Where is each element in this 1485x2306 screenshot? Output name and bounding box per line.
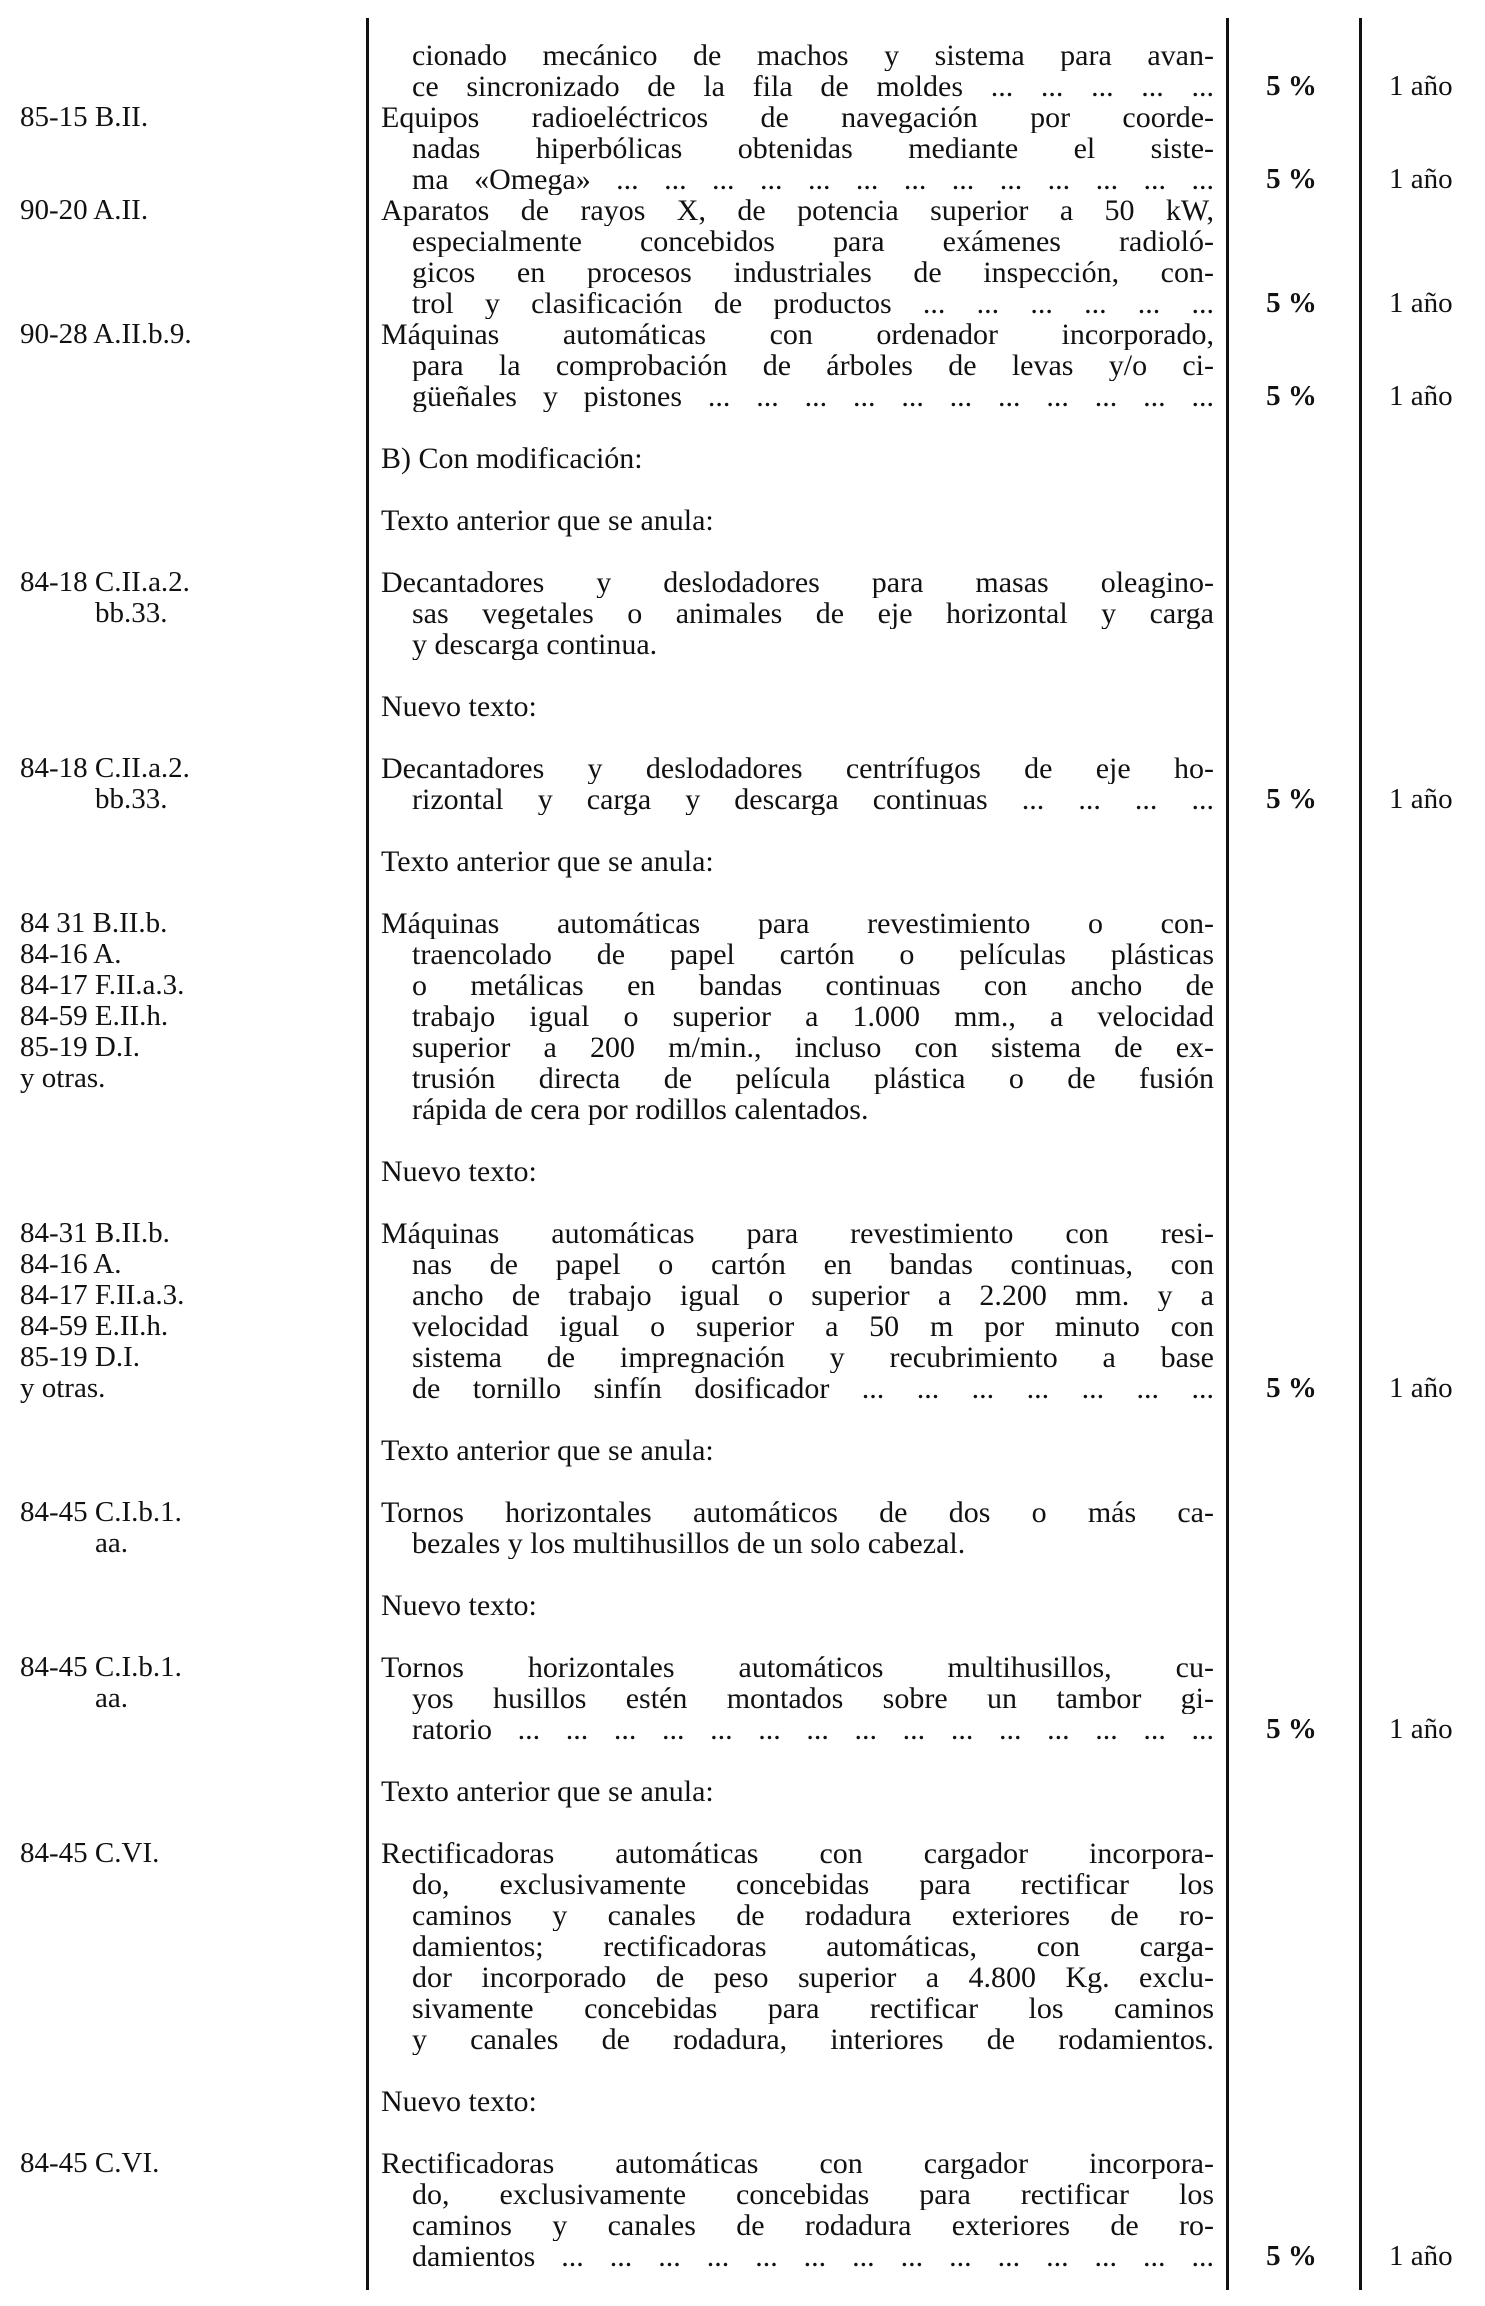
description <box>366 40 1214 102</box>
description-line: do, exclusivamente concebidas para rectificar los <box>412 1869 1214 1900</box>
tariff-code: 84-45 C.I.b.1. <box>20 1496 182 1528</box>
tariff-code: 85-19 D.I. <box>20 1341 141 1373</box>
description <box>366 443 1214 474</box>
description-line: damientos ... ... ... ... ... ... ... ... ... ... ... ... ... ... <box>412 2241 1214 2272</box>
section-heading-row <box>0 505 1485 536</box>
section-heading: Texto anterior que se anula: <box>381 1775 714 1808</box>
tariff-codes <box>0 1776 366 1807</box>
description <box>366 1435 1214 1466</box>
tariff-codes <box>0 1156 366 1187</box>
description-line: Tornos horizontales automáticos de dos o más ca- <box>381 1497 1214 1528</box>
duty-rate: 5 % <box>1266 380 1317 412</box>
description-line: superior a 200 m/min., incluso con sistema de ex- <box>412 1032 1214 1063</box>
description-line: caminos y canales de rodadura exteriores de ro- <box>412 2210 1214 2241</box>
description-line: Decantadores y deslodadores para masas oleagino- <box>381 567 1214 598</box>
duty-rate: 5 % <box>1266 1372 1317 1404</box>
description <box>366 1838 1214 2055</box>
tariff-code: bb.33. <box>95 597 168 629</box>
tariff-codes <box>0 1218 366 1404</box>
duty-rate: 5 % <box>1266 287 1317 319</box>
section-heading: Nuevo texto: <box>381 690 537 723</box>
tariff-code: 90-20 A.II. <box>20 194 149 226</box>
description-line: Decantadores y deslodadores centrífugos de eje ho- <box>381 753 1214 784</box>
validity-term: 1 año <box>1389 380 1453 412</box>
tariff-code: 84-59 E.II.h. <box>20 1000 169 1032</box>
description-line: güeñales y pistones ... ... ... ... ... ... ... ... ... ... ... <box>412 381 1214 412</box>
description-line: yos husillos estén montados sobre un tambor gi- <box>412 1683 1214 1714</box>
description-line: Máquinas automáticas con ordenador incorporado, <box>381 319 1214 350</box>
tariff-codes <box>0 691 366 722</box>
description-line: ce sincronizado de la fila de moldes ... ... ... ... ... <box>412 71 1214 102</box>
tariff-codes <box>0 505 366 536</box>
description-line: y canales de rodadura, interiores de rodamientos. <box>412 2024 1214 2055</box>
tariff-code: bb.33. <box>95 783 168 815</box>
description <box>366 102 1214 195</box>
tariff-codes <box>0 1497 366 1559</box>
description <box>366 1652 1214 1745</box>
tariff-codes <box>0 2148 366 2272</box>
description-line: caminos y canales de rodadura exteriores de ro- <box>412 1900 1214 1931</box>
duty-rate: 5 % <box>1266 163 1317 195</box>
description-line: dor incorporado de peso superior a 4.800 Kg. exclu- <box>412 1962 1214 1993</box>
table-row <box>0 1652 1485 1745</box>
tariff-code: 84-31 B.II.b. <box>20 1217 170 1249</box>
tariff-codes <box>0 40 366 102</box>
description-line: y descarga continua. <box>412 629 658 660</box>
tariff-code: 84-16 A. <box>20 938 122 970</box>
table-row <box>0 40 1485 102</box>
tariff-codes <box>0 846 366 877</box>
description-line: sivamente concebidas para rectificar los caminos <box>412 1993 1214 2024</box>
description-line: Rectificadoras automáticas con cargador incorpora- <box>381 2148 1214 2179</box>
section-heading-row <box>0 846 1485 877</box>
description-line: Rectificadoras automáticas con cargador incorpora- <box>381 1838 1214 1869</box>
description-line: velocidad igual o superior a 50 m por minuto con <box>412 1311 1214 1342</box>
description-line: trol y clasificación de productos ... ... ... ... ... ... <box>412 288 1214 319</box>
section-heading: Nuevo texto: <box>381 1155 537 1188</box>
tariff-codes <box>0 1652 366 1745</box>
description <box>366 1590 1214 1621</box>
description-line: ma «Omega» ... ... ... ... ... ... ... ... ... ... ... ... ... <box>412 164 1214 195</box>
description <box>366 567 1214 660</box>
description <box>366 846 1214 877</box>
description <box>366 1497 1214 1559</box>
description-line: traencolado de papel cartón o películas plásticas <box>412 939 1214 970</box>
section-heading-row <box>0 1435 1485 1466</box>
duty-rate: 5 % <box>1266 2240 1317 2272</box>
duty-rate: 5 % <box>1266 1713 1317 1745</box>
tariff-code: 84-16 A. <box>20 1248 122 1280</box>
description-line: para la comprobación de árboles de levas y/o ci- <box>412 350 1214 381</box>
tariff-code: 85-15 B.II. <box>20 101 149 133</box>
description-line: sas vegetales o animales de eje horizontal y carga <box>412 598 1214 629</box>
description-line: gicos en procesos industriales de inspección, con- <box>412 257 1214 288</box>
description-line: bezales y los multihusillos de un solo cabezal. <box>412 1528 966 1559</box>
description-line: rizontal y carga y descarga continuas ... ... ... ... <box>412 784 1214 815</box>
tariff-code: aa. <box>95 1527 128 1559</box>
description-line: trabajo igual o superior a 1.000 mm., a velocidad <box>412 1001 1214 1032</box>
section-heading-row <box>0 1156 1485 1187</box>
tariff-codes <box>0 2086 366 2117</box>
tariff-code: 84-45 C.VI. <box>20 2147 160 2179</box>
section-heading: Nuevo texto: <box>381 2085 537 2118</box>
tariff-code: 84-18 C.II.a.2. <box>20 566 190 598</box>
section-heading-row <box>0 1590 1485 1621</box>
section-heading: Texto anterior que se anula: <box>381 504 714 537</box>
table-row <box>0 319 1485 412</box>
section-heading: B) Con modificación: <box>381 442 643 475</box>
tariff-code: 90-28 A.II.b.9. <box>20 318 192 350</box>
table-row <box>0 753 1485 815</box>
description-line: Equipos radioeléctricos de navegación por coorde- <box>381 102 1214 133</box>
description-line: Máquinas automáticas para revestimiento o con- <box>381 908 1214 939</box>
table-row <box>0 567 1485 660</box>
duty-rate: 5 % <box>1266 70 1317 102</box>
description-line: rápida de cera por rodillos calentados. <box>412 1094 869 1125</box>
description <box>366 691 1214 722</box>
tariff-code: 84-17 F.II.a.3. <box>20 969 185 1001</box>
validity-term: 1 año <box>1389 1372 1453 1404</box>
validity-term: 1 año <box>1389 1713 1453 1745</box>
tariff-codes <box>0 443 366 474</box>
description <box>366 319 1214 412</box>
table-row <box>0 195 1485 319</box>
description-line: ancho de trabajo igual o superior a 2.200 mm. y a <box>412 1280 1214 1311</box>
description <box>366 2086 1214 2117</box>
tariff-code: aa. <box>95 1682 128 1714</box>
tariff-code: 84-45 C.VI. <box>20 1837 160 1869</box>
description-line: especialmente concebidos para exámenes radioló- <box>412 226 1214 257</box>
tariff-codes <box>0 908 366 1125</box>
validity-term: 1 año <box>1389 287 1453 319</box>
section-heading-row <box>0 2086 1485 2117</box>
tariff-code: 84-18 C.II.a.2. <box>20 752 190 784</box>
description <box>366 908 1214 1125</box>
tariff-code: 84-59 E.II.h. <box>20 1310 169 1342</box>
description <box>366 195 1214 319</box>
section-heading: Nuevo texto: <box>381 1589 537 1622</box>
description-line: cionado mecánico de machos y sistema para avan- <box>412 40 1214 71</box>
tariff-code: 84-17 F.II.a.3. <box>20 1279 185 1311</box>
table-row <box>0 102 1485 195</box>
tariff-codes <box>0 102 366 195</box>
description-line: nadas hiperbólicas obtenidas mediante el siste- <box>412 133 1214 164</box>
tariff-code: 84-45 C.I.b.1. <box>20 1651 182 1683</box>
validity-term: 1 año <box>1389 783 1453 815</box>
tariff-code: y otras. <box>20 1062 106 1094</box>
section-heading-row <box>0 1776 1485 1807</box>
table-row <box>0 1218 1485 1404</box>
tariff-codes <box>0 1590 366 1621</box>
description-line: Máquinas automáticas para revestimiento con resi- <box>381 1218 1214 1249</box>
tariff-codes <box>0 195 366 319</box>
description <box>366 2148 1214 2272</box>
tariff-code: 85-19 D.I. <box>20 1031 141 1063</box>
description-line: trusión directa de película plástica o de fusión <box>412 1063 1214 1094</box>
section-heading: Texto anterior que se anula: <box>381 845 714 878</box>
description-line: Aparatos de rayos X, de potencia superior a 50 kW, <box>381 195 1214 226</box>
table-row <box>0 1497 1485 1559</box>
description-line: o metálicas en bandas continuas con ancho de <box>412 970 1214 1001</box>
tariff-codes <box>0 1838 366 2055</box>
description <box>366 1218 1214 1404</box>
table-row <box>0 2148 1485 2272</box>
table-row <box>0 1838 1485 2055</box>
description-line: de tornillo sinfín dosificador ... ... ... ... ... ... ... <box>412 1373 1214 1404</box>
tariff-codes <box>0 753 366 815</box>
duty-rate: 5 % <box>1266 783 1317 815</box>
tariff-codes <box>0 319 366 412</box>
table-row <box>0 908 1485 1125</box>
description <box>366 505 1214 536</box>
description <box>366 753 1214 815</box>
validity-term: 1 año <box>1389 163 1453 195</box>
tariff-codes <box>0 1435 366 1466</box>
description-line: sistema de impregnación y recubrimiento a base <box>412 1342 1214 1373</box>
description-line: do, exclusivamente concebidas para rectificar los <box>412 2179 1214 2210</box>
tariff-table <box>0 40 1485 2272</box>
description <box>366 1156 1214 1187</box>
tariff-code: 84 31 B.II.b. <box>20 907 168 939</box>
section-heading-row <box>0 443 1485 474</box>
description-line: Tornos horizontales automáticos multihusillos, cu- <box>381 1652 1214 1683</box>
validity-term: 1 año <box>1389 70 1453 102</box>
description <box>366 1776 1214 1807</box>
description-line: nas de papel o cartón en bandas continuas, con <box>412 1249 1214 1280</box>
validity-term: 1 año <box>1389 2240 1453 2272</box>
section-heading-row <box>0 691 1485 722</box>
description-line: damientos; rectificadoras automáticas, con carga- <box>412 1931 1214 1962</box>
tariff-code: y otras. <box>20 1372 106 1404</box>
section-heading: Texto anterior que se anula: <box>381 1434 714 1467</box>
tariff-codes <box>0 567 366 660</box>
description-line: ratorio ... ... ... ... ... ... ... ... ... ... ... ... ... ... ... <box>412 1714 1214 1745</box>
